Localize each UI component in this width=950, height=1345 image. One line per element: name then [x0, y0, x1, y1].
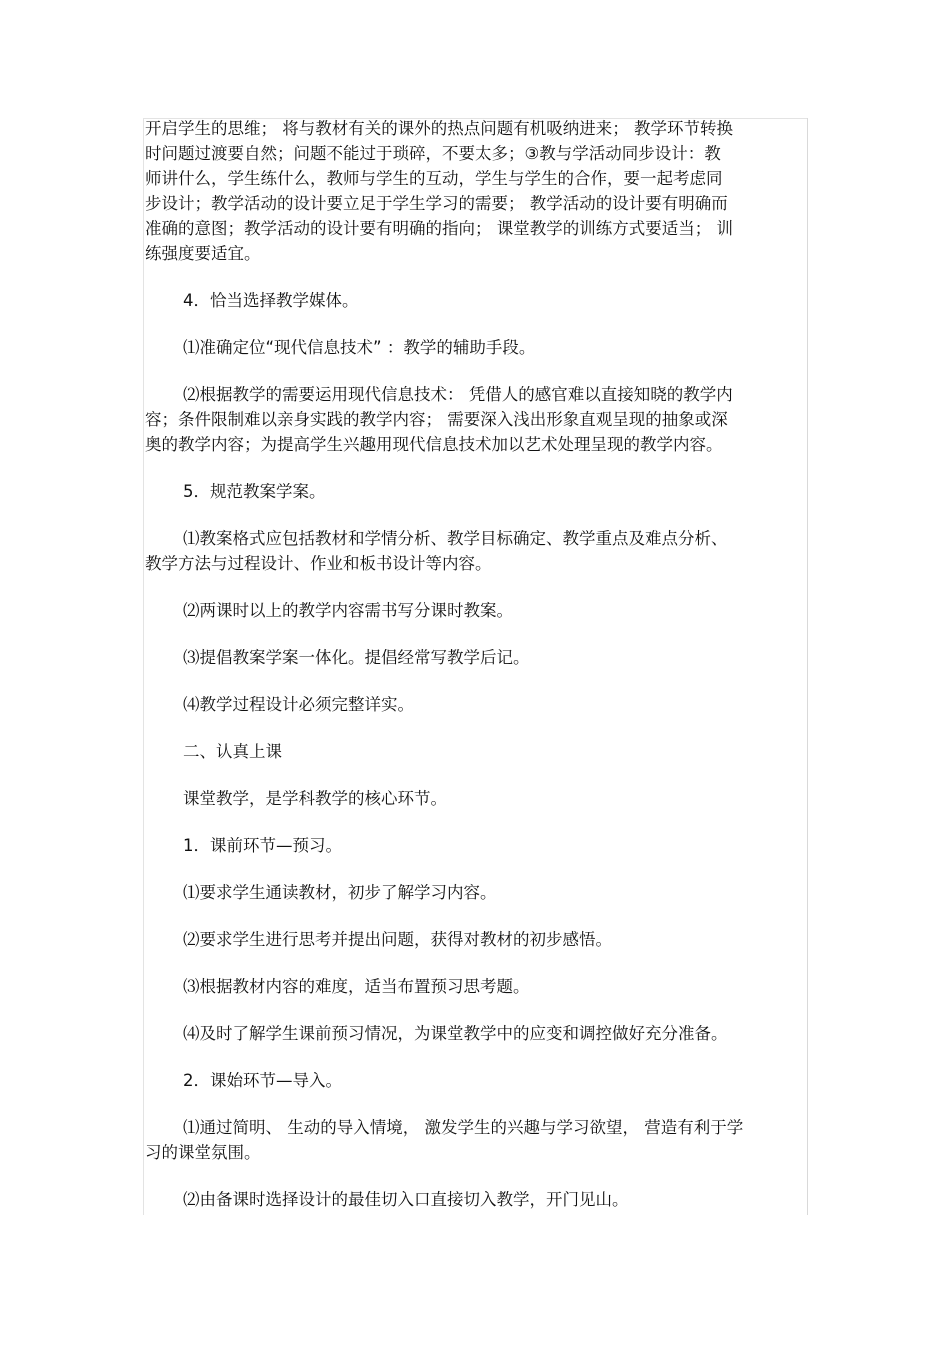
text-line: 奥的教学内容；为提高学生兴趣用现代信息技术加以艺术处理呈现的教学内容。	[145, 435, 723, 454]
text-line: 时问题过渡要自然；问题不能过于琐碎，不要太多；③教与学活动同步设计：教	[145, 144, 721, 163]
text-line: ⑴教案格式应包括教材和学情分析、教学目标确定、教学重点及难点分析、	[183, 529, 728, 548]
step-1-item-4: ⑷及时了解学生课前预习情况，为课堂教学中的应变和调控做好充分准备。	[183, 1024, 728, 1043]
section-5-item-1	[145, 526, 805, 576]
page-frame-left-border	[143, 118, 144, 1215]
step-2-heading: 2．课始环节—导入。	[183, 1071, 342, 1090]
text-line: 练强度要适宜。	[145, 244, 261, 263]
page-frame-right-border	[807, 118, 808, 1215]
text-line: 开启学生的思维； 将与教材有关的课外的热点问题有机吸纳进来； 教学环节转换	[145, 119, 733, 138]
step-1-heading: 1．课前环节—预习。	[183, 836, 342, 855]
section-5-item-3: ⑶提倡教案学案一体化。提倡经常写教学后记。	[183, 648, 530, 667]
step-2-item-1	[145, 1115, 805, 1165]
step-1-item-2: ⑵要求学生进行思考并提出问题，获得对教材的初步感悟。	[183, 930, 612, 949]
document-body	[145, 116, 805, 1234]
text-line: 准确的意图；教学活动的设计要有明确的指向； 课堂教学的训练方式要适当； 训	[145, 219, 733, 238]
section-4-item-1: ⑴准确定位“现代信息技术” ：教学的辅助手段。	[183, 338, 536, 357]
part-2-intro: 课堂教学，是学科教学的核心环节。	[183, 789, 447, 808]
intro-paragraph	[145, 116, 805, 266]
step-1-item-1: ⑴要求学生通读教材，初步了解学习内容。	[183, 883, 497, 902]
text-line: 师讲什么，学生练什么，教师与学生的互动，学生与学生的合作，要一起考虑同	[145, 169, 723, 188]
text-line: 习的课堂氛围。	[145, 1143, 261, 1162]
text-line: ⑴通过简明、 生动的导入情境， 激发学生的兴趣与学习欲望， 营造有利于学	[183, 1118, 744, 1137]
section-5-heading: 5．规范教案学案。	[183, 482, 326, 501]
text-line: 容；条件限制难以亲身实践的教学内容； 需要深入浅出形象直观呈现的抽象或深	[145, 410, 728, 429]
section-4-heading: 4．恰当选择教学媒体。	[183, 291, 359, 310]
part-2-heading: 二、认真上课	[183, 742, 282, 761]
text-line: 步设计；教学活动的设计要立足于学生学习的需要； 教学活动的设计要有明确而	[145, 194, 728, 213]
section-4-item-2	[145, 382, 805, 457]
step-1-item-3: ⑶根据教材内容的难度，适当布置预习思考题。	[183, 977, 530, 996]
text-line: 教学方法与过程设计、作业和板书设计等内容。	[145, 554, 492, 573]
step-2-item-2: ⑵由备课时选择设计的最佳切入口直接切入教学，开门见山。	[183, 1190, 629, 1209]
text-line: ⑵根据教学的需要运用现代信息技术： 凭借人的感官难以直接知晓的教学内	[183, 385, 733, 404]
section-5-item-2: ⑵两课时以上的教学内容需书写分课时教案。	[183, 601, 513, 620]
section-5-item-4: ⑷教学过程设计必须完整详实。	[183, 695, 414, 714]
